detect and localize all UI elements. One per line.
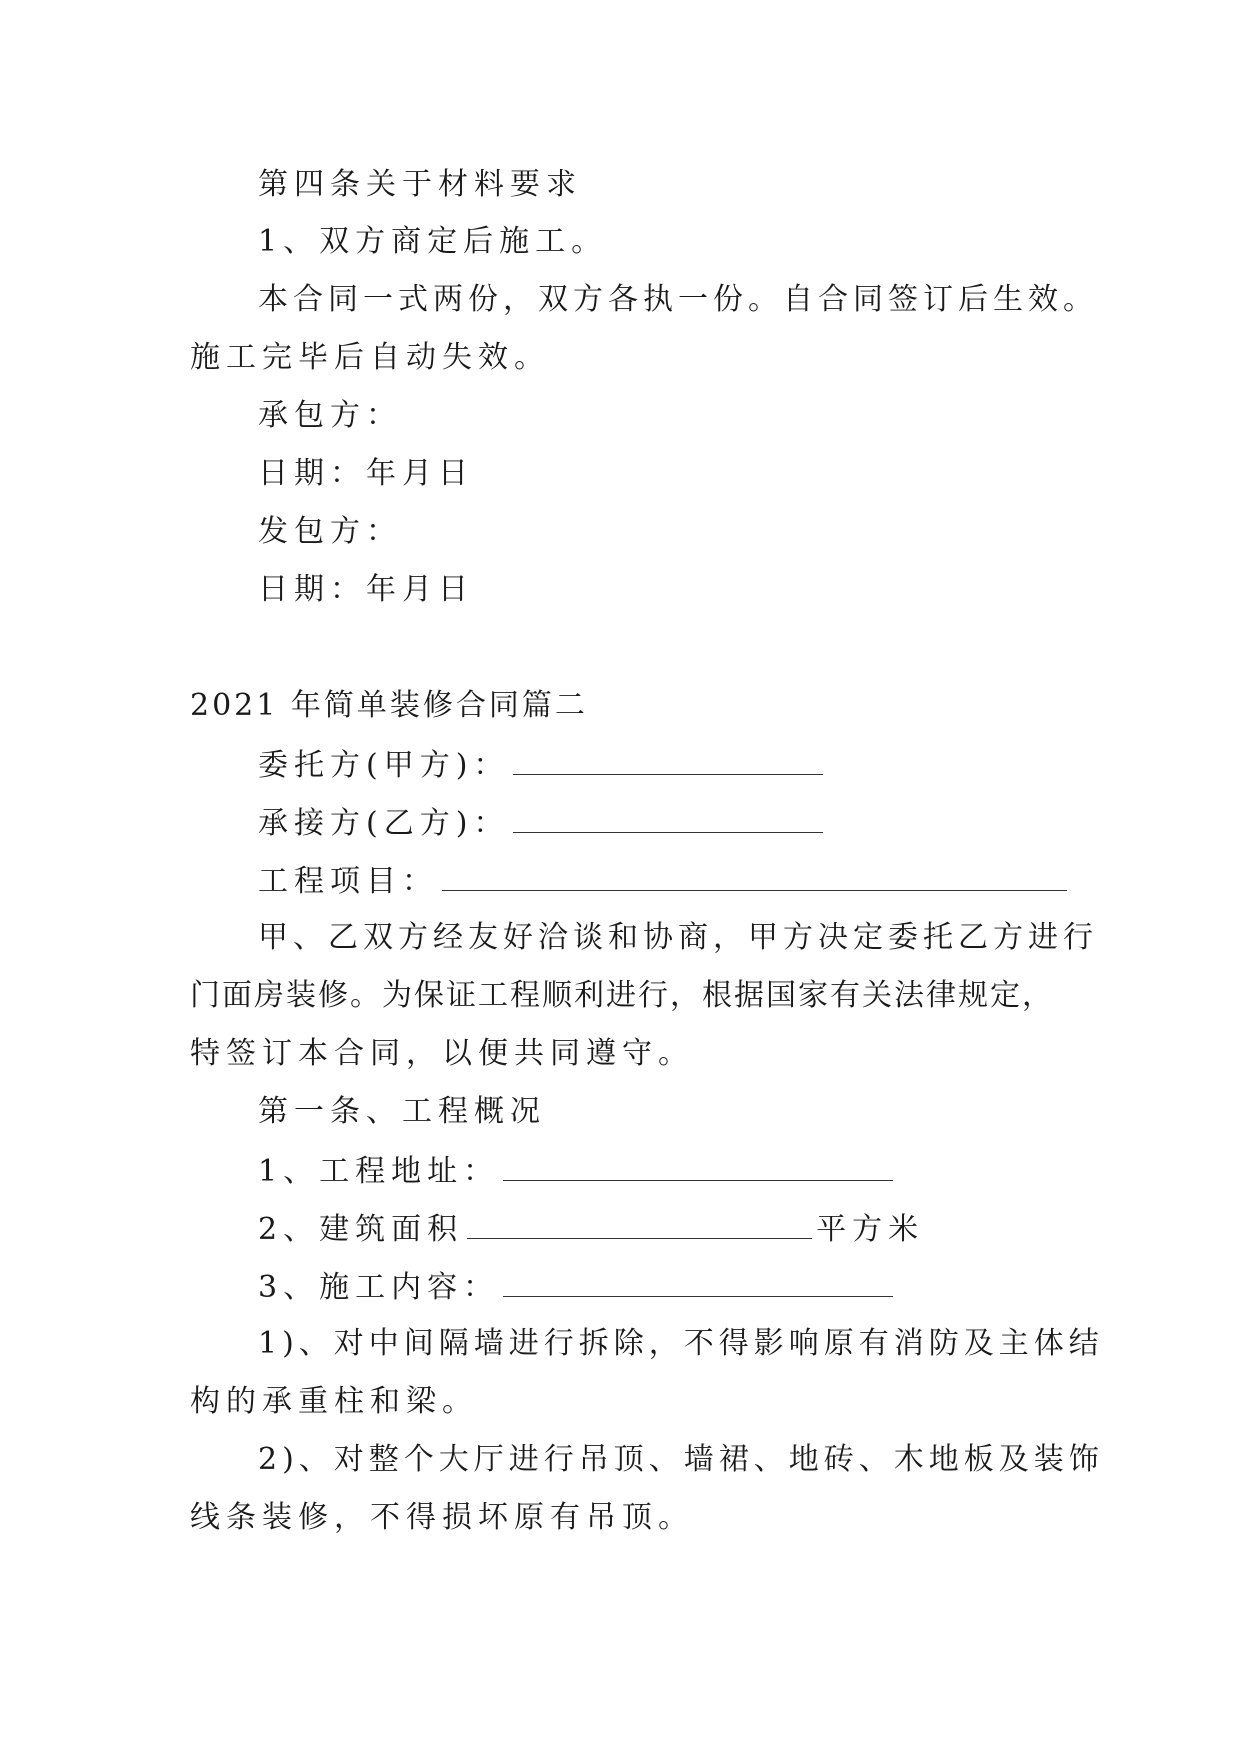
project-row [258, 860, 1067, 902]
address-row [258, 1150, 893, 1192]
contractor-party-row [258, 802, 823, 844]
address-label: 1、工程地址： [258, 1154, 500, 1189]
contractor-date: 日期：年月日 [258, 456, 474, 491]
intro-line-1: 甲、乙双方经友好洽谈和协商，甲方决定委托乙方进行 [258, 920, 1098, 955]
content-label: 3、施工内容： [258, 1270, 500, 1305]
content-row [258, 1266, 893, 1308]
content-item-1-line-1: 1)、对中间隔墙进行拆除，不得影响原有消防及主体结 [258, 1326, 1104, 1361]
area-row [258, 1208, 924, 1250]
project-label: 工程项目： [258, 864, 438, 899]
area-label: 2、建筑面积 [258, 1212, 464, 1247]
intro-line-3: 特签订本合同，以便共同遵守。 [190, 1036, 694, 1071]
validity-paragraph-line-2: 施工完毕后自动失效。 [190, 340, 550, 375]
intro-line-2: 门面房装修。为保证工程顺利进行，根据国家有关法律规定， [190, 978, 1054, 1013]
article-4-title: 第四条关于材料要求 [258, 167, 582, 202]
content-item-2-line-1: 2)、对整个大厅进行吊顶、墙裙、地砖、木地板及装饰 [258, 1442, 1104, 1477]
article-1-title: 第一条、工程概况 [258, 1094, 546, 1129]
employer-signature-label: 发包方： [258, 514, 402, 549]
article-4-item-1: 1、双方商定后施工。 [258, 224, 608, 259]
content-item-1-line-2: 构的承重柱和梁。 [190, 1384, 478, 1419]
contract-heading: 2021 年简单装修合同篇二 [190, 688, 588, 723]
validity-paragraph-line-1: 本合同一式两份，双方各执一份。自合同签订后生效。 [258, 282, 1098, 317]
project-blank [442, 860, 1067, 891]
client-party-blank [513, 744, 823, 775]
employer-date: 日期：年月日 [258, 572, 474, 607]
client-party-label: 委托方(甲方)： [258, 748, 510, 783]
contractor-party-label: 承接方(乙方)： [258, 806, 510, 841]
address-blank [503, 1150, 893, 1181]
contractor-signature-label: 承包方： [258, 398, 402, 433]
contractor-party-blank [513, 802, 823, 833]
content-item-2-line-2: 线条装修，不得损坏原有吊顶。 [190, 1500, 694, 1535]
client-party-row [258, 744, 823, 786]
area-unit: 平方米 [816, 1212, 925, 1247]
area-blank [467, 1208, 812, 1239]
content-blank [503, 1266, 893, 1297]
